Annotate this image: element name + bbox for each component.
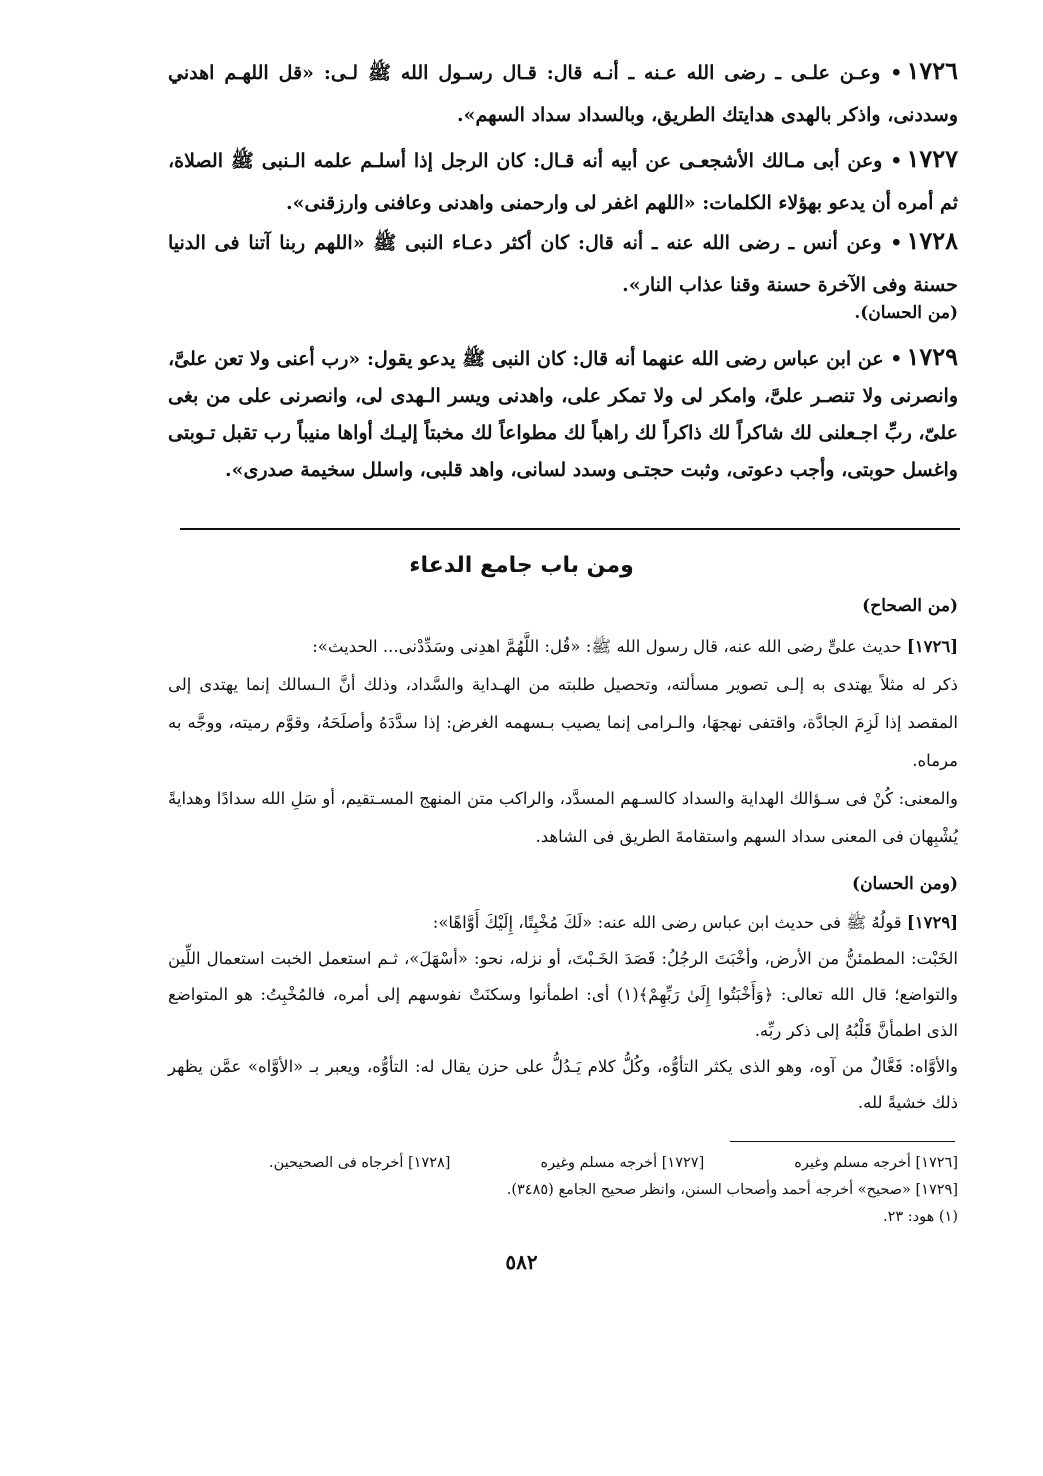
hasan-heading — [168, 295, 958, 331]
footnote-1726: [١٧٢٦] أخرجه مسلم وغيره — [794, 1155, 958, 1171]
commentary-1729 — [168, 905, 958, 1121]
hadith-1728: ١٧٢٨• وعن أنس ـ رضى الله عنه ـ أنه قال: كان أكثر دعـاء النبى ﷺ «اللهم ربنا آتنا فى الدنيا حسنة وفى الآخرة حسنة وقنا عذاب النار». — [168, 226, 958, 296]
commentary-heading: حديث علىٍّ رضى الله عنه، قال رسول الله ﷺ: «قُل: اللَّهُمَّ اهدِنى وسَدِّدْنى... الحديث»: — [312, 637, 902, 656]
footnote-1729: [١٧٢٩] «صحيح» أخرجه أحمد وأصحاب السنن، وانظر صحيح الجامع (٣٤٨٥). — [506, 1182, 958, 1198]
footnote-1727: [١٧٢٧] أخرجه مسلم وغيره — [540, 1155, 705, 1171]
sahih-label: (من الصحاح) — [862, 596, 958, 616]
hadith-number: ١٧٢٧ — [906, 144, 958, 173]
hadith-1726: ١٧٢٦• وعـن علـى ـ رضى الله عـنه ـ أنـه قال: قـال رسـول الله ﷺ لـى: «قل اللهـم اهدني وسددنى، واذكر بالهدى هدايتك الطريق، وبالسداد سداد السهم». — [168, 56, 959, 126]
hadith-text: وعـن علـى ـ رضى الله عـنه ـ أنـه قال: قـال رسـول الله ﷺ لـى: «قل اللهـم اهدني وسددنى، واذكر بالهدى هدايتك الطريق، وبالسداد سداد السهم». — [168, 62, 958, 126]
commentary-paragraph: الخَبْت: المطمئنُّ من الأرض، وأخْبَتَ الرجُلُ: قَصَدَ الخَـبْتَ، أو نزله، نحو: «أسْهَلَ»، ثـم استعمل الخبت استعمال اللِّين والتواضع؛ قال الله تعالى: ﴿وَأَخْبَتُوا إِلَىٰ رَبِّهِمْ﴾(١) أى: اطمأنوا وسكنَتْ نفوسهم إلى أمره، فالمُخْبِتُ: هو المتواضع الذى اطمأنَّ قَلْبُهُ إلى ذكر ربِّه. — [168, 949, 958, 1040]
commentary-paragraph: والأوَّاه: فَعَّالٌ من آوه، وهو الذى يكثر التأوُّه، وكُلُّ كلام يَـدُلُّ على حزن يقال له: التأوُّه، ويعبر بـ «الأوَّاه» عمَّن يظهر ذلك خشيةً لله. — [168, 1057, 958, 1112]
footnote-1728: [١٧٢٨] أخرجاه فى الصحيحين. — [269, 1155, 451, 1171]
hasan-label: (من الحسان). — [854, 303, 958, 323]
commentary-paragraph: ذكر له مثلاً يهتدى به إلـى تصوير مسألته، وتحصيل طلبته من الهـداية والسَّداد، وذلك أنَّ الـسالك إنما يهتدى إلى المقصد إذا لَزِمَ الجادَّة، واقتفى نهجهَا، والـرامى إنما يصيب بـسهمه الغرض: إذا سدَّدَهُ وأصلَحَهُ، وقوَّم رميته، ووجَّه به مرماه. — [168, 675, 958, 770]
footnotes — [168, 1150, 958, 1231]
commentary-ref: [١٧٢٩] — [906, 913, 958, 932]
page-number-text: ٥٨٢ — [505, 1250, 538, 1274]
hadith-number: ١٧٢٩ — [906, 342, 958, 371]
hadith-number: ١٧٢٨ — [906, 226, 958, 255]
hasan-heading-2 — [168, 866, 958, 902]
hadith-text: وعن أبى مـالك الأشجعـى عن أبيه أنه قـال: كان الرجل إذا أسلـم علمه الـنبى ﷺ الصلاة، ثم أمره أن يدعو بهؤلاء الكلمات: «اللهم اغفر لى وارحمنى واهدنى وعافنى وارزقنى». — [168, 150, 958, 214]
footnote-divider — [730, 1141, 955, 1142]
footnote-row — [168, 1150, 958, 1177]
hadith-text: وعن أنس ـ رضى الله عنه ـ أنه قال: كان أكثر دعـاء النبى ﷺ «اللهم ربنا آتنا فى الدنيا حسنة وفى الآخرة حسنة وقنا عذاب النار». — [168, 232, 958, 296]
divider-line — [180, 528, 960, 530]
commentary-ref: [١٧٢٦] — [906, 637, 958, 656]
commentary-1726 — [168, 628, 958, 856]
section-title-text: ومن باب جامع الدعاء — [409, 553, 634, 578]
commentary-paragraph: والمعنى: كُنْ فى سـؤالك الهداية والسداد كالسـهم المسدَّد، والراكب متن المنهج المسـتقيم، أو سَلِ الله سدادًا وهدايةً يُشْبِهان فى المعنى سداد السهم واستقامةَ الطريق فى الشاهد. — [168, 789, 958, 846]
hadith-text: عن ابن عباس رضى الله عنهما أنه قال: كان النبى ﷺ يدعو يقول: «رب أعنى ولا تعن علىَّ، وانصرنى ولا تنصـر علىَّ، وامكر لى ولا تمكر على، واهدنى ويسر الـهدى لى، وانصرنى على من بغى علىّ، ربِّ اجـعلنى لك شاكراً لك ذاكراً لك راهباً لك مطواعاً لك مخبتاً إليـك أواها منيباً رب تقبل تـوبتى واغسل حوبتى، وأجب دعوتى، وثبت حجتـى وسدد لسانى، واهد قلبى، واسلل سخيمة صدرى». — [168, 348, 958, 481]
page-number — [0, 1250, 1043, 1274]
section-title — [0, 548, 1043, 584]
hasan-label-2: (ومن الحسان) — [852, 874, 958, 894]
hadith-number: ١٧٢٦ — [906, 56, 959, 85]
footnote-1: (١) هود: ٢٣. — [882, 1209, 958, 1225]
commentary-heading: قولُهُ ﷺ فى حديث ابن عباس رضى الله عنه: «لَكَ مُخْبِتًا، إِلَيْكَ أَوَّاهًا»: — [432, 913, 902, 932]
hadith-1727: ١٧٢٧• وعن أبى مـالك الأشجعـى عن أبيه أنه قـال: كان الرجل إذا أسلـم علمه الـنبى ﷺ الصلاة، ثم أمره أن يدعو بهؤلاء الكلمات: «اللهم اغفر لى وارحمنى واهدنى وعافنى وارزقنى». — [168, 144, 958, 214]
sahih-heading — [168, 588, 958, 624]
hadith-1729: ١٧٢٩• عن ابن عباس رضى الله عنهما أنه قال: كان النبى ﷺ يدعو يقول: «رب أعنى ولا تعن علىَّ، وانصرنى ولا تنصـر علىَّ، وامكر لى ولا تمكر على، واهدنى ويسر الـهدى لى، وانصرنى على من بغى علىّ، ربِّ اجـعلنى لك شاكراً لك ذاكراً لك راهباً لك مطواعاً لك مخبتاً إليـك أواها منيباً رب تقبل تـوبتى واغسل حوبتى، وأجب دعوتى، وثبت حجتـى وسدد لسانى، واهد قلبى، واسلل سخيمة صدرى». — [168, 342, 958, 481]
